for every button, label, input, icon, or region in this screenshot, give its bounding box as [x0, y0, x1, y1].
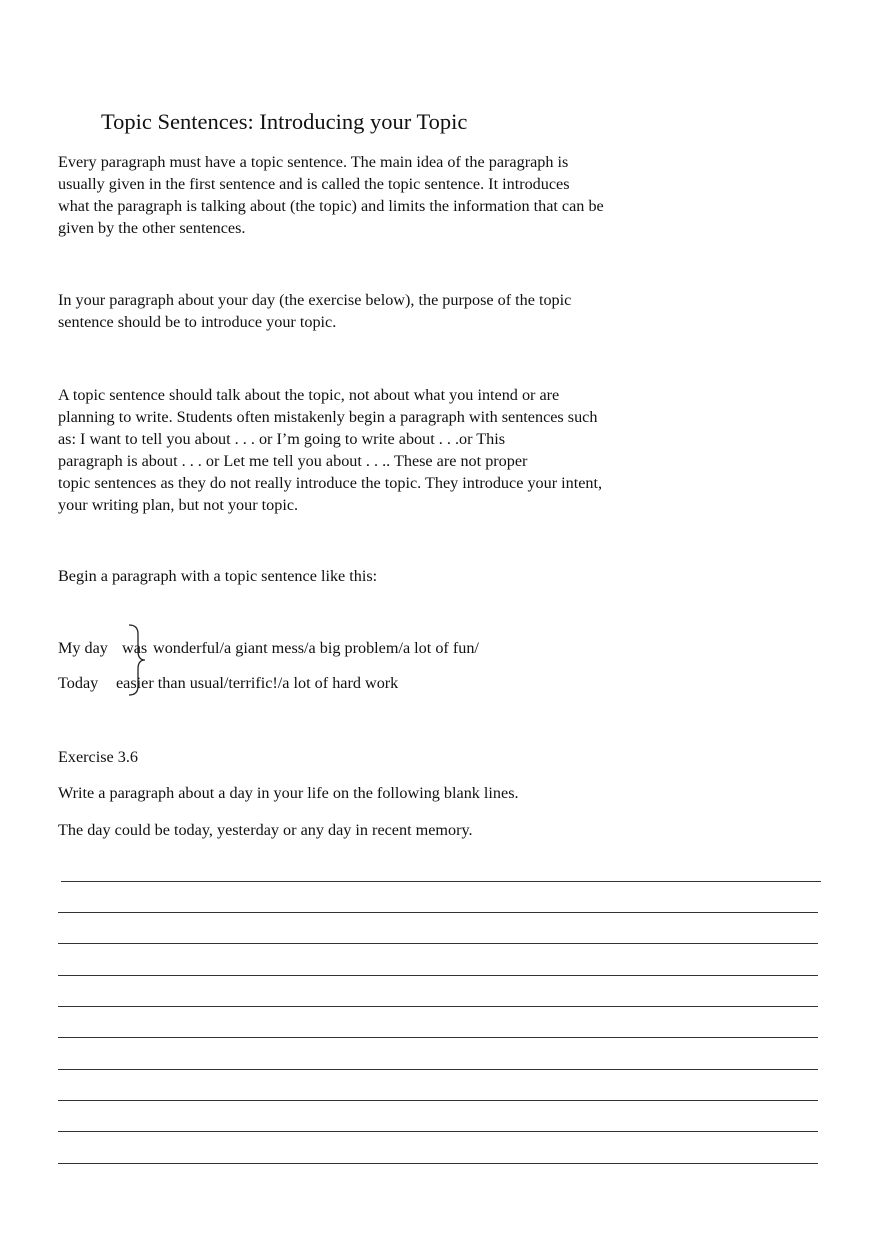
- intro-paragraph: [58, 151, 698, 239]
- paragraph-line: your writing plan, but not your topic.: [58, 496, 299, 514]
- paragraph-line: Every paragraph must have a topic sentence. The main idea of the paragraph is: [58, 153, 569, 171]
- paragraph-line: A topic sentence should talk about the topic, not about what you intend or are: [58, 386, 560, 404]
- blank-writing-line[interactable]: [58, 1131, 818, 1132]
- blank-writing-line[interactable]: [58, 1006, 818, 1007]
- blank-writing-line[interactable]: [58, 1163, 818, 1164]
- paragraph-line: given by the other sentences.: [58, 219, 246, 237]
- paragraph-line: as: I want to tell you about . . . or I’m going to write about . . .or This: [58, 430, 506, 448]
- blank-writing-line[interactable]: [58, 975, 818, 976]
- purpose-paragraph: [58, 289, 698, 333]
- paragraph-line: topic sentences as they do not really introduce the topic. They introduce your intent,: [58, 474, 603, 492]
- exercise-label: Exercise 3.6: [58, 748, 139, 766]
- blank-writing-line[interactable]: [58, 912, 818, 913]
- paragraph-line: planning to write. Students often mistakenly begin a paragraph with sentences such: [58, 408, 598, 426]
- paragraph-line: paragraph is about . . . or Let me tell you about . . .. These are not proper: [58, 452, 528, 470]
- page-title: Topic Sentences: Introducing your Topic: [101, 109, 468, 134]
- blank-writing-line[interactable]: [61, 881, 821, 882]
- exercise-instruction: The day could be today, yesterday or any day in recent memory.: [58, 821, 473, 839]
- example-verb-2: easier than usual/terrific!/a lot of hard work: [116, 674, 399, 692]
- paragraph-line: sentence should be to introduce your topic.: [58, 313, 337, 331]
- paragraph-line: In your paragraph about your day (the exercise below), the purpose of the topic: [58, 291, 572, 309]
- paragraph-line: what the paragraph is talking about (the topic) and limits the information that can be: [58, 197, 604, 215]
- blank-writing-line[interactable]: [58, 1100, 818, 1101]
- exercise-instruction: Write a paragraph about a day in your life on the following blank lines.: [58, 784, 519, 802]
- example-verb-1: was: [122, 639, 148, 657]
- example-intro: Begin a paragraph with a topic sentence like this:: [58, 567, 378, 585]
- paragraph-line: usually given in the first sentence and is called the topic sentence. It introduces: [58, 175, 570, 193]
- blank-writing-line[interactable]: [58, 1069, 818, 1070]
- example-subject-1: My day: [58, 639, 108, 657]
- blank-writing-line[interactable]: [58, 1037, 818, 1038]
- blank-writing-line[interactable]: [58, 943, 818, 944]
- example-subject-2: Today: [58, 674, 99, 692]
- example-completion: wonderful/a giant mess/a big problem/a lot of fun/: [153, 639, 479, 657]
- curly-brace-icon: [125, 623, 147, 697]
- guidance-paragraph: [58, 384, 698, 516]
